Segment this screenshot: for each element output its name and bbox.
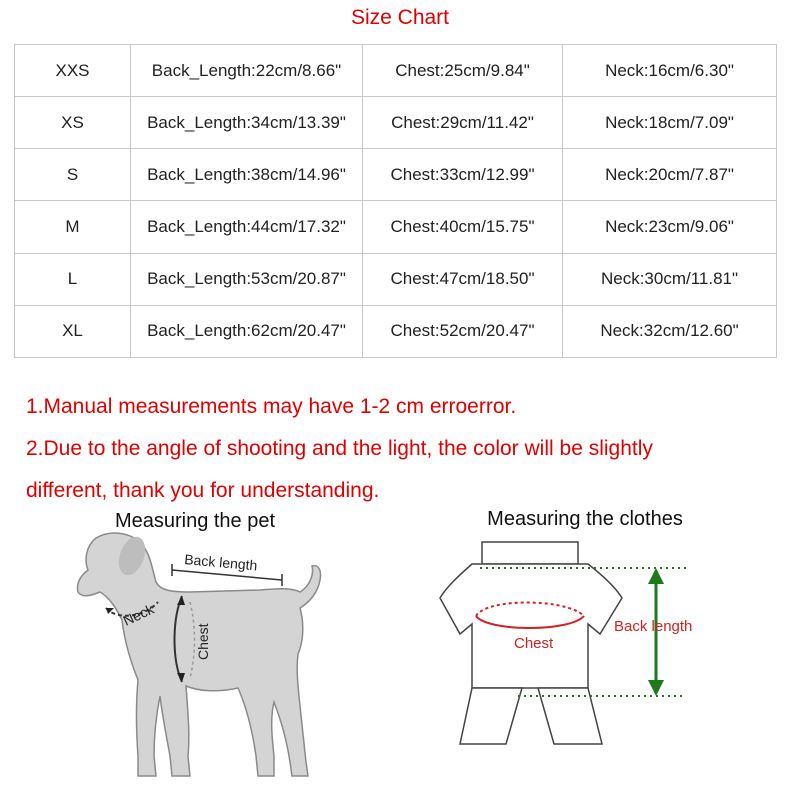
chest-value: Chest:33cm/12.99": [363, 149, 563, 201]
neck-value: Neck:23cm/9.06": [563, 201, 777, 253]
chest-value: Chest:52cm/20.47": [363, 305, 563, 357]
chest-value: Chest:29cm/11.42": [363, 97, 563, 149]
back-length-value: Back_Length:22cm/8.66": [131, 45, 363, 97]
size-chart-title: Size Chart: [350, 6, 450, 29]
chest-value: Chest:40cm/15.75": [363, 201, 563, 253]
table-row: [15, 149, 777, 201]
back-length-value: Back_Length:34cm/13.39": [131, 97, 363, 149]
clothes-measure-diagram: [436, 538, 766, 790]
size-label: S: [15, 149, 131, 201]
chest-label: Chest: [195, 623, 211, 660]
chest-value: Chest:25cm/9.84": [363, 45, 563, 97]
back-length-value: Back_Length:62cm/20.47": [131, 305, 363, 357]
table-row: [15, 305, 777, 357]
back-length-arrow-down-icon: [648, 680, 664, 696]
neck-value: Neck:18cm/7.09": [563, 97, 777, 149]
note-line-2: 2.Due to the angle of shooting and the light, the color will be slightly: [26, 437, 653, 460]
size-label: L: [15, 253, 131, 305]
back-length-value: Back_Length:53cm/20.87": [131, 253, 363, 305]
back-length-line: [172, 570, 282, 580]
size-label: M: [15, 201, 131, 253]
clothes-back-length-label: Back length: [614, 618, 693, 635]
pet-measure-diagram: [60, 530, 350, 790]
clothes-chest-label: Chest: [514, 635, 554, 652]
back-length-label: Back length: [183, 551, 259, 574]
clothes-diagram-title: Measuring the clothes: [487, 508, 683, 530]
notes: [26, 386, 776, 512]
neck-value: Neck:16cm/6.30": [563, 45, 777, 97]
size-table-body: [15, 45, 777, 358]
neck-value: Neck:20cm/7.87": [563, 149, 777, 201]
back-length-value: Back_Length:38cm/14.96": [131, 149, 363, 201]
size-label: XS: [15, 97, 131, 149]
back-length-value: Back_Length:44cm/17.32": [131, 201, 363, 253]
chest-value: Chest:47cm/18.50": [363, 253, 563, 305]
table-row: [15, 97, 777, 149]
neck-label: Neck: [120, 600, 157, 629]
note-line-1: 1.Manual measurements may have 1-2 cm erroerror.: [26, 395, 517, 418]
neck-value: Neck:32cm/12.60": [563, 305, 777, 357]
size-label: XXS: [15, 45, 131, 97]
table-row: [15, 201, 777, 253]
size-label: XL: [15, 305, 131, 357]
size-table: [14, 44, 777, 358]
table-row: [15, 45, 777, 97]
back-length-arrow-up-icon: [648, 568, 664, 584]
table-row: [15, 253, 777, 305]
pet-diagram-title: Measuring the pet: [114, 510, 276, 532]
note-line-3: different, thank you for understanding.: [26, 479, 380, 502]
neck-value: Neck:30cm/11.81": [563, 253, 777, 305]
